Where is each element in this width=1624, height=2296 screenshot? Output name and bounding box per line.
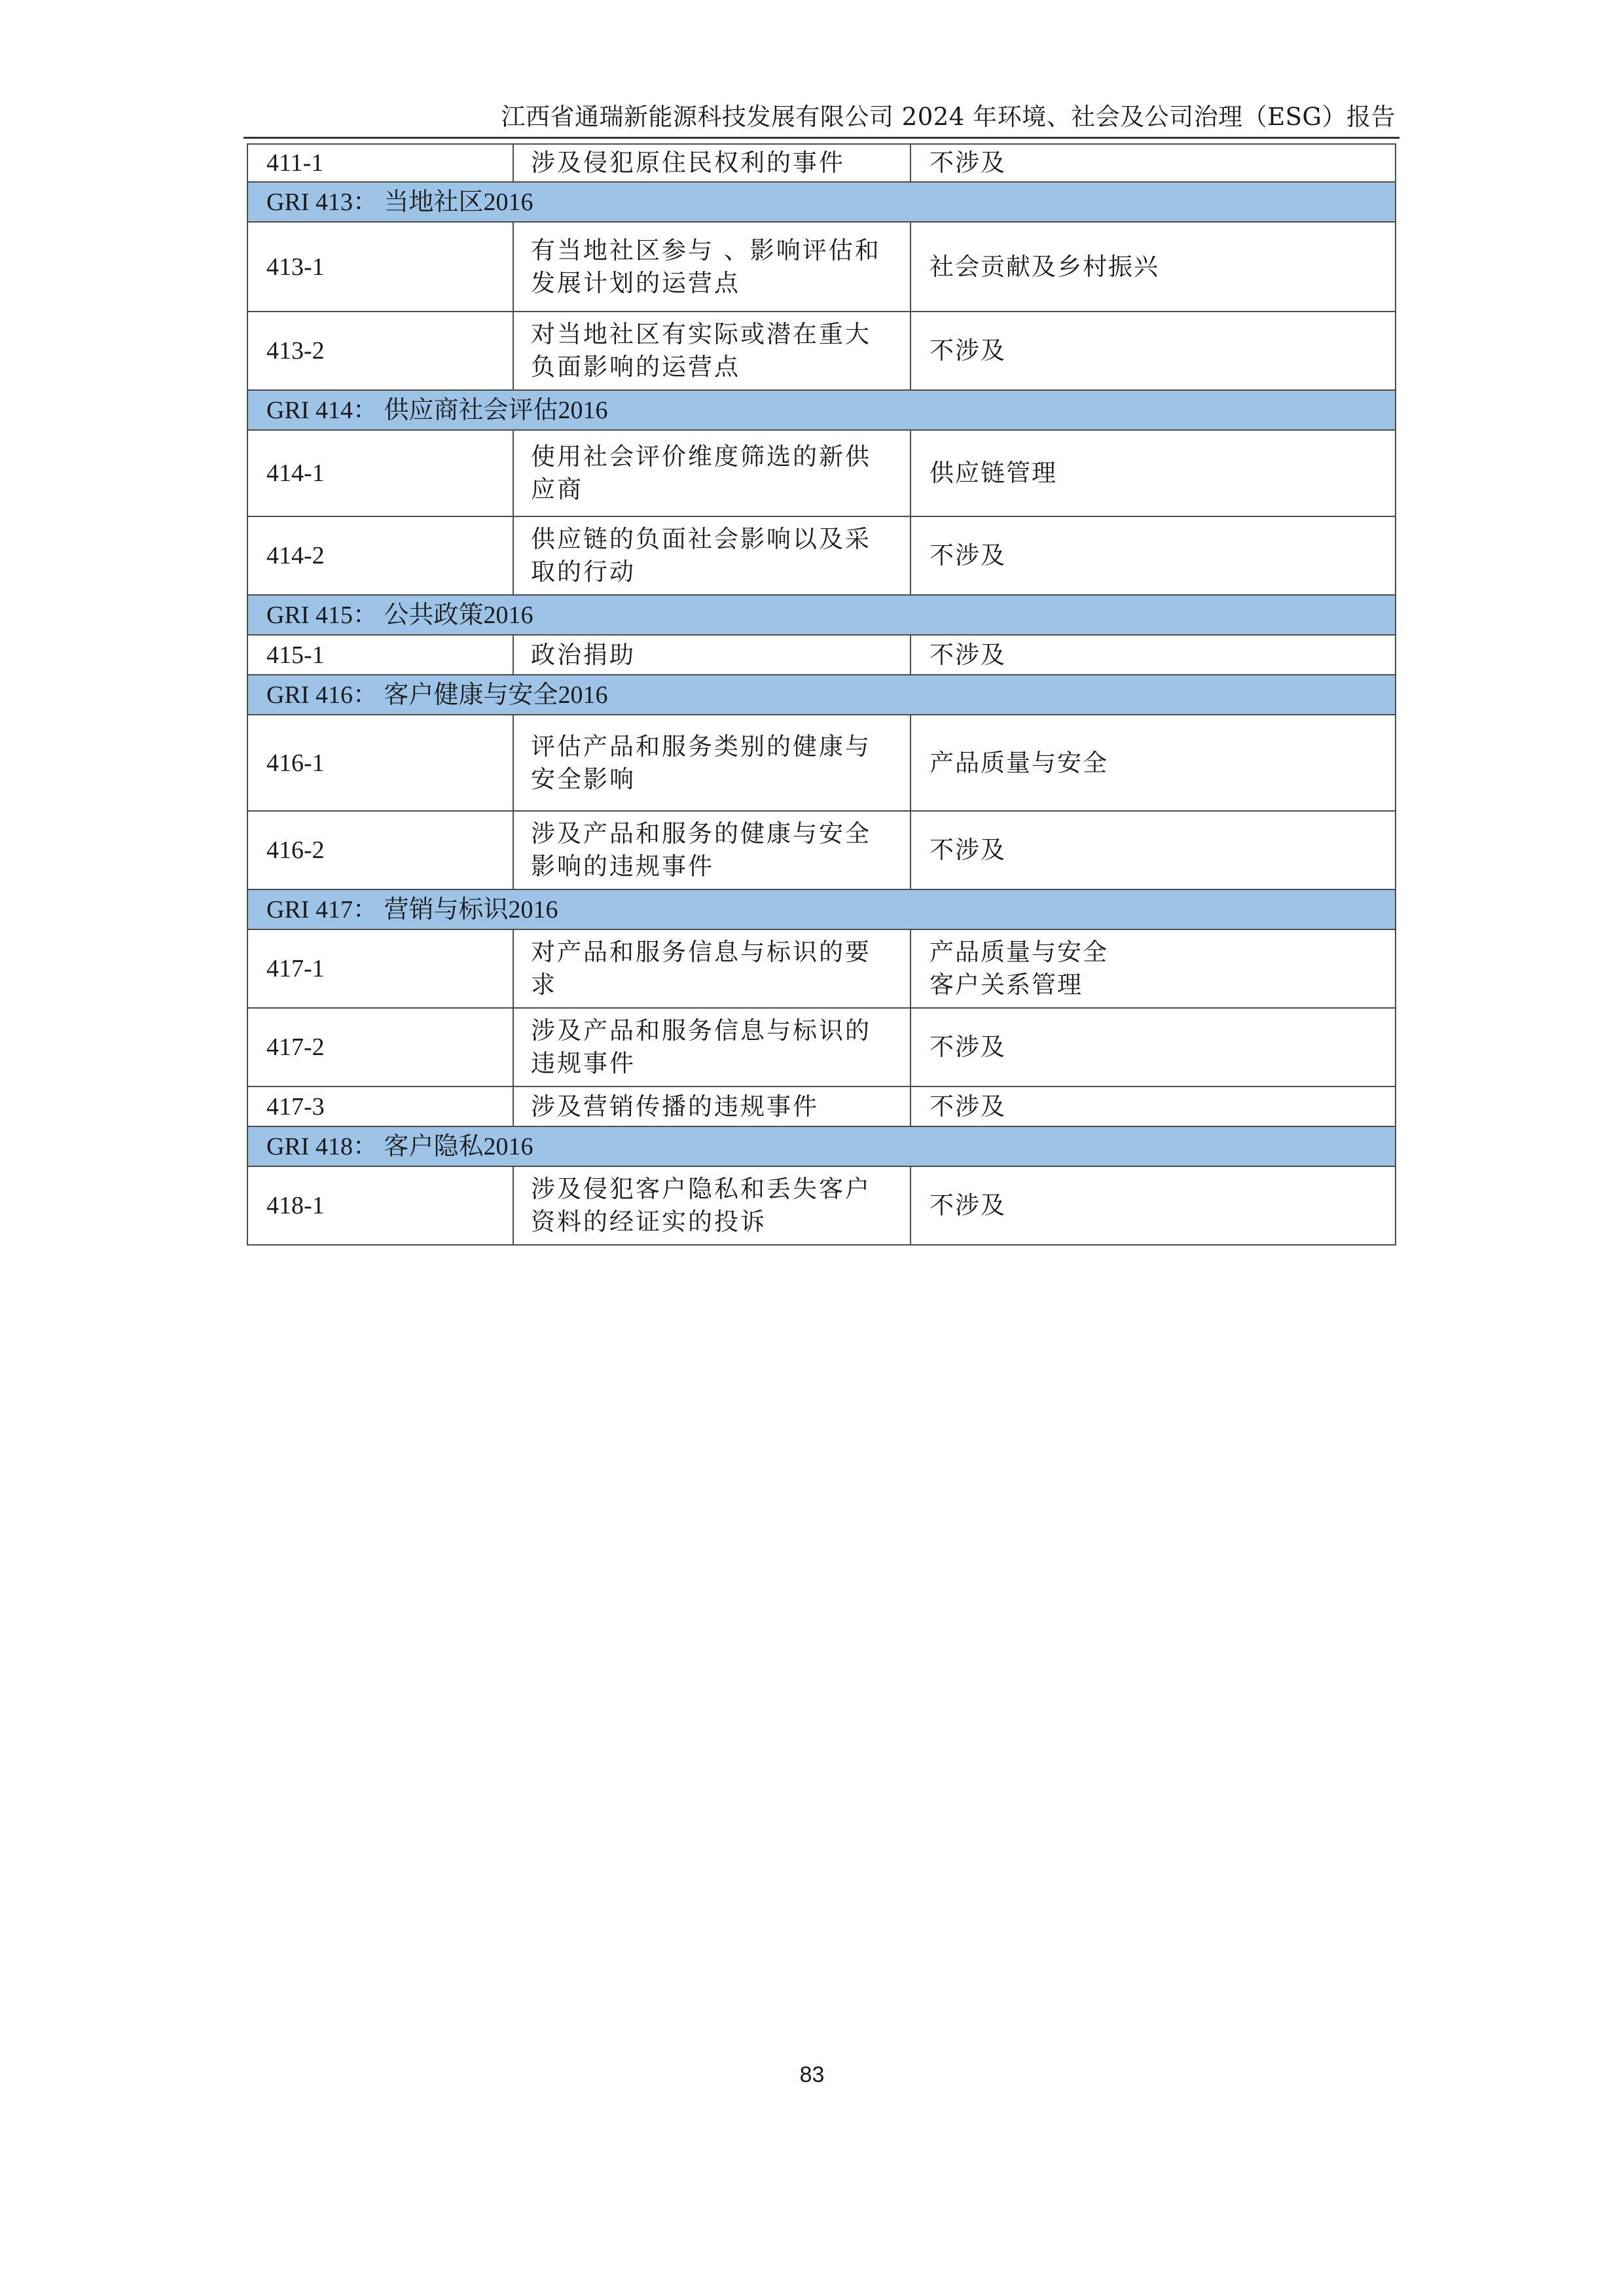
section-title: GRI 418： 客户隐私2016 <box>247 1126 1396 1166</box>
section-title: GRI 413： 当地社区2016 <box>247 182 1396 222</box>
gri-index-table <box>247 143 1396 1246</box>
section-header-row <box>247 1126 1396 1166</box>
header-divider <box>244 137 1399 139</box>
disclosure-code: 418-1 <box>247 1166 513 1245</box>
page-number: 83 <box>799 2062 825 2087</box>
table-row <box>247 1008 1396 1086</box>
report-section-reference: 不涉及 <box>911 144 1396 182</box>
disclosure-description: 政治捐助 <box>513 635 911 675</box>
report-section-reference: 不涉及 <box>911 1166 1396 1245</box>
section-header-row <box>247 889 1396 929</box>
table-row <box>247 516 1396 595</box>
disclosure-code: 417-3 <box>247 1086 513 1126</box>
disclosure-description: 供应链的负面社会影响以及采取的行动 <box>513 516 911 595</box>
table-row <box>247 929 1396 1008</box>
table-row <box>247 715 1396 811</box>
section-title: GRI 415： 公共政策2016 <box>247 595 1396 635</box>
report-section-reference: 不涉及 <box>911 1008 1396 1086</box>
report-section-reference: 产品质量与安全 客户关系管理 <box>911 929 1396 1008</box>
table-row <box>247 430 1396 516</box>
report-section-reference: 不涉及 <box>911 312 1396 390</box>
report-section-reference: 不涉及 <box>911 811 1396 889</box>
section-title: GRI 414： 供应商社会评估2016 <box>247 390 1396 430</box>
section-title: GRI 417： 营销与标识2016 <box>247 889 1396 929</box>
report-section-reference: 供应链管理 <box>911 430 1396 516</box>
disclosure-code: 415-1 <box>247 635 513 675</box>
section-header-row <box>247 675 1396 715</box>
table-row <box>247 1086 1396 1126</box>
disclosure-description: 评估产品和服务类别的健康与安全影响 <box>513 715 911 811</box>
report-section-reference: 不涉及 <box>911 635 1396 675</box>
disclosure-code: 416-2 <box>247 811 513 889</box>
disclosure-code: 413-2 <box>247 312 513 390</box>
table-row <box>247 811 1396 889</box>
disclosure-code: 414-1 <box>247 430 513 516</box>
disclosure-code: 411-1 <box>247 144 513 182</box>
report-header-title: 江西省通瑞新能源科技发展有限公司 2024 年环境、社会及公司治理（ESG）报告 <box>501 103 1396 131</box>
section-header-row <box>247 595 1396 635</box>
disclosure-code: 416-1 <box>247 715 513 811</box>
section-header-row <box>247 390 1396 430</box>
report-section-reference: 产品质量与安全 <box>911 715 1396 811</box>
table-row <box>247 1166 1396 1245</box>
table-row <box>247 312 1396 390</box>
disclosure-description: 有当地社区参与 、影响评估和发展计划的运营点 <box>513 222 911 312</box>
disclosure-description: 涉及营销传播的违规事件 <box>513 1086 911 1126</box>
report-section-reference: 不涉及 <box>911 516 1396 595</box>
disclosure-code: 413-1 <box>247 222 513 312</box>
disclosure-code: 414-2 <box>247 516 513 595</box>
disclosure-description: 涉及侵犯原住民权利的事件 <box>513 144 911 182</box>
table-row <box>247 222 1396 312</box>
disclosure-description: 涉及产品和服务的健康与安全影响的违规事件 <box>513 811 911 889</box>
disclosure-description: 涉及产品和服务信息与标识的违规事件 <box>513 1008 911 1086</box>
disclosure-code: 417-1 <box>247 929 513 1008</box>
report-section-reference: 不涉及 <box>911 1086 1396 1126</box>
section-title: GRI 416： 客户健康与安全2016 <box>247 675 1396 715</box>
section-header-row <box>247 182 1396 222</box>
disclosure-description: 对产品和服务信息与标识的要求 <box>513 929 911 1008</box>
disclosure-description: 使用社会评价维度筛选的新供应商 <box>513 430 911 516</box>
disclosure-code: 417-2 <box>247 1008 513 1086</box>
table-row <box>247 635 1396 675</box>
disclosure-description: 涉及侵犯客户隐私和丢失客户资料的经证实的投诉 <box>513 1166 911 1245</box>
table-row <box>247 144 1396 182</box>
report-section-reference: 社会贡献及乡村振兴 <box>911 222 1396 312</box>
disclosure-description: 对当地社区有实际或潜在重大负面影响的运营点 <box>513 312 911 390</box>
